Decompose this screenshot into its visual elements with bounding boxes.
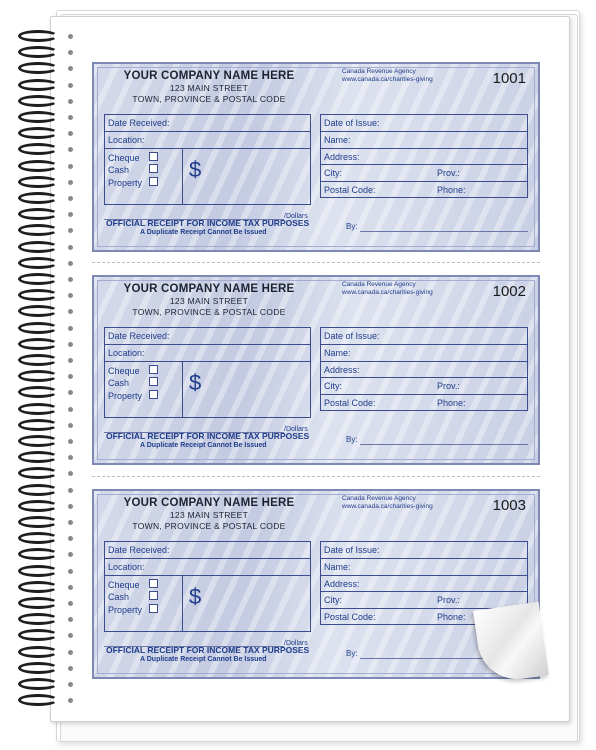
name-label[interactable]: Name: — [324, 135, 351, 145]
spiral-coil — [18, 224, 58, 236]
cheque-label: Cheque — [108, 153, 140, 163]
name-label[interactable]: Name: — [324, 562, 351, 572]
location-label[interactable]: Location: — [108, 562, 145, 572]
company-city: TOWN, PROVINCE & POSTAL CODE — [132, 94, 286, 104]
divider — [320, 164, 528, 165]
binding-hole — [68, 520, 73, 525]
divider — [320, 377, 528, 378]
binding-hole — [68, 423, 73, 428]
phone-label[interactable]: Phone: — [437, 612, 466, 622]
dollars-label: /Dollars — [284, 426, 308, 433]
property-checkbox[interactable] — [149, 390, 158, 399]
by-label: By: — [346, 435, 358, 444]
date-received-label[interactable]: Date Received: — [108, 118, 170, 128]
agency-block — [342, 281, 433, 297]
divider — [320, 181, 528, 182]
by-label: By: — [346, 222, 358, 231]
dollar-sign: $ — [189, 370, 202, 395]
spiral-binding — [18, 30, 68, 720]
binding-hole — [68, 164, 73, 169]
postal-code-label[interactable]: Postal Code: — [324, 185, 376, 195]
company-block — [94, 70, 324, 104]
city-label[interactable]: City: — [324, 168, 342, 178]
donation-receipt — [92, 489, 540, 679]
duplicate-notice: A Duplicate Receipt Cannot Be Issued — [140, 229, 267, 236]
spiral-coil — [18, 532, 58, 544]
date-received-label[interactable]: Date Received: — [108, 331, 170, 341]
binding-hole — [68, 601, 73, 606]
spiral-coil — [18, 694, 58, 706]
property-label: Property — [108, 178, 143, 188]
spiral-coil — [18, 143, 58, 155]
binding-hole — [68, 407, 73, 412]
cheque-checkbox[interactable] — [149, 579, 158, 588]
prov-label[interactable]: Prov.: — [437, 381, 460, 391]
spiral-coil — [18, 403, 58, 415]
spiral-coil — [18, 484, 58, 496]
city-label[interactable]: City: — [324, 595, 342, 605]
official-receipt-text: OFFICIAL RECEIPT FOR INCOME TAX PURPOSES — [106, 218, 310, 228]
company-block — [94, 283, 324, 317]
address-label[interactable]: Address: — [324, 365, 360, 375]
official-receipt-text: OFFICIAL RECEIPT FOR INCOME TAX PURPOSES — [106, 431, 310, 441]
binding-hole — [68, 358, 73, 363]
cheque-label: Cheque — [108, 580, 140, 590]
agency-name: Canada Revenue Agency — [342, 68, 416, 75]
binding-hole — [68, 682, 73, 687]
receipt-number: 1002 — [492, 283, 526, 300]
duplicate-notice: A Duplicate Receipt Cannot Be Issued — [140, 442, 267, 449]
divider — [320, 394, 528, 395]
spiral-coil — [18, 370, 58, 382]
donation-receipt — [92, 275, 540, 465]
spiral-coil — [18, 95, 58, 107]
binding-hole — [68, 326, 73, 331]
cheque-label: Cheque — [108, 366, 140, 376]
spiral-coil — [18, 629, 58, 641]
duplicate-notice: A Duplicate Receipt Cannot Be Issued — [140, 656, 267, 663]
spiral-coil — [18, 305, 58, 317]
spiral-coil — [18, 548, 58, 560]
binding-hole — [68, 180, 73, 185]
phone-label[interactable]: Phone: — [437, 185, 466, 195]
property-checkbox[interactable] — [149, 604, 158, 613]
cash-label: Cash — [108, 165, 130, 175]
binding-hole — [68, 99, 73, 104]
cheque-checkbox[interactable] — [149, 365, 158, 374]
binding-hole — [68, 196, 73, 201]
spiral-coil — [18, 192, 58, 204]
company-block — [94, 497, 324, 531]
binding-hole — [68, 245, 73, 250]
receipt-number: 1003 — [492, 497, 526, 514]
dollar-sign: $ — [189, 584, 202, 609]
receipt-number: 1001 — [492, 70, 526, 87]
agency-block — [342, 495, 433, 511]
binding-hole — [68, 115, 73, 120]
date-received-label[interactable]: Date Received: — [108, 545, 170, 555]
perforation-line — [92, 476, 540, 477]
spiral-coil — [18, 62, 58, 74]
spiral-coil — [18, 419, 58, 431]
spiral-coil — [18, 30, 58, 42]
location-label[interactable]: Location: — [108, 135, 145, 145]
spiral-coil — [18, 613, 58, 625]
city-label[interactable]: City: — [324, 381, 342, 391]
spiral-coil — [18, 322, 58, 334]
property-label: Property — [108, 605, 143, 615]
agency-block — [342, 68, 433, 84]
prov-label[interactable]: Prov.: — [437, 168, 460, 178]
binding-hole — [68, 569, 73, 574]
dollars-label: /Dollars — [284, 640, 308, 647]
divider — [320, 575, 528, 576]
spiral-coil — [18, 111, 58, 123]
address-label[interactable]: Address: — [324, 152, 360, 162]
binding-hole — [68, 504, 73, 509]
cash-label: Cash — [108, 592, 130, 602]
company-name: YOUR COMPANY NAME HERE — [123, 497, 295, 509]
company-name: YOUR COMPANY NAME HERE — [123, 70, 295, 82]
address-label[interactable]: Address: — [324, 579, 360, 589]
spiral-coil — [18, 289, 58, 301]
location-label[interactable]: Location: — [108, 348, 145, 358]
spiral-coil — [18, 500, 58, 512]
binding-hole — [68, 488, 73, 493]
spiral-coil — [18, 646, 58, 658]
spiral-coil — [18, 565, 58, 577]
donation-receipt — [92, 62, 540, 252]
spiral-coil — [18, 208, 58, 220]
cash-checkbox[interactable] — [149, 377, 158, 386]
spiral-coil — [18, 257, 58, 269]
divider — [104, 575, 311, 576]
cash-label: Cash — [108, 378, 130, 388]
binding-hole — [68, 342, 73, 347]
official-receipt-text: OFFICIAL RECEIPT FOR INCOME TAX PURPOSES — [106, 645, 310, 655]
date-of-issue-label[interactable]: Date of Issue: — [324, 545, 380, 555]
cash-checkbox[interactable] — [149, 164, 158, 173]
spiral-coil — [18, 176, 58, 188]
spiral-coil — [18, 160, 58, 172]
spiral-coil — [18, 678, 58, 690]
spiral-coil — [18, 581, 58, 593]
divider — [320, 148, 528, 149]
date-of-issue-label[interactable]: Date of Issue: — [324, 118, 380, 128]
divider — [104, 361, 311, 362]
divider — [104, 344, 311, 345]
signature-line[interactable] — [360, 231, 528, 232]
agency-url: www.canada.ca/charities-giving — [342, 503, 433, 510]
binding-hole — [68, 34, 73, 39]
divider — [320, 361, 528, 362]
divider — [104, 131, 311, 132]
spiral-coil — [18, 516, 58, 528]
cash-checkbox[interactable] — [149, 591, 158, 600]
spiral-coil — [18, 467, 58, 479]
phone-label[interactable]: Phone: — [437, 398, 466, 408]
cheque-checkbox[interactable] — [149, 152, 158, 161]
spiral-coil — [18, 241, 58, 253]
binding-hole — [68, 585, 73, 590]
divider — [104, 558, 311, 559]
company-street: 123 MAIN STREET — [169, 296, 249, 306]
spiral-coil — [18, 597, 58, 609]
date-of-issue-label[interactable]: Date of Issue: — [324, 331, 380, 341]
perforation-line — [92, 262, 540, 263]
binding-hole — [68, 277, 73, 282]
divider — [104, 148, 311, 149]
company-city: TOWN, PROVINCE & POSTAL CODE — [132, 521, 286, 531]
spiral-coil — [18, 127, 58, 139]
divider — [182, 361, 183, 418]
prov-label[interactable]: Prov.: — [437, 595, 460, 605]
by-label: By: — [346, 649, 358, 658]
signature-line[interactable] — [360, 444, 528, 445]
spiral-coil — [18, 662, 58, 674]
company-name: YOUR COMPANY NAME HERE — [123, 283, 295, 295]
name-label[interactable]: Name: — [324, 348, 351, 358]
divider — [320, 344, 528, 345]
divider — [182, 148, 183, 205]
company-city: TOWN, PROVINCE & POSTAL CODE — [132, 307, 286, 317]
spiral-coil — [18, 338, 58, 350]
postal-code-label[interactable]: Postal Code: — [324, 398, 376, 408]
binding-hole — [68, 83, 73, 88]
agency-name: Canada Revenue Agency — [342, 495, 416, 502]
spiral-coil — [18, 354, 58, 366]
binding-hole — [68, 666, 73, 671]
postal-code-label[interactable]: Postal Code: — [324, 612, 376, 622]
binding-hole — [68, 650, 73, 655]
dollars-label: /Dollars — [284, 213, 308, 220]
divider — [320, 591, 528, 592]
binding-hole — [68, 261, 73, 266]
company-street: 123 MAIN STREET — [169, 510, 249, 520]
agency-url: www.canada.ca/charities-giving — [342, 289, 433, 296]
agency-url: www.canada.ca/charities-giving — [342, 76, 433, 83]
company-street: 123 MAIN STREET — [169, 83, 249, 93]
divider — [182, 575, 183, 632]
divider — [320, 558, 528, 559]
spiral-coil — [18, 79, 58, 91]
spiral-coil — [18, 435, 58, 447]
spiral-coil — [18, 46, 58, 58]
spiral-coil — [18, 386, 58, 398]
agency-name: Canada Revenue Agency — [342, 281, 416, 288]
property-label: Property — [108, 391, 143, 401]
spiral-coil — [18, 273, 58, 285]
spiral-coil — [18, 451, 58, 463]
property-checkbox[interactable] — [149, 177, 158, 186]
binding-hole — [68, 439, 73, 444]
dollar-sign: $ — [189, 157, 202, 182]
divider — [320, 131, 528, 132]
